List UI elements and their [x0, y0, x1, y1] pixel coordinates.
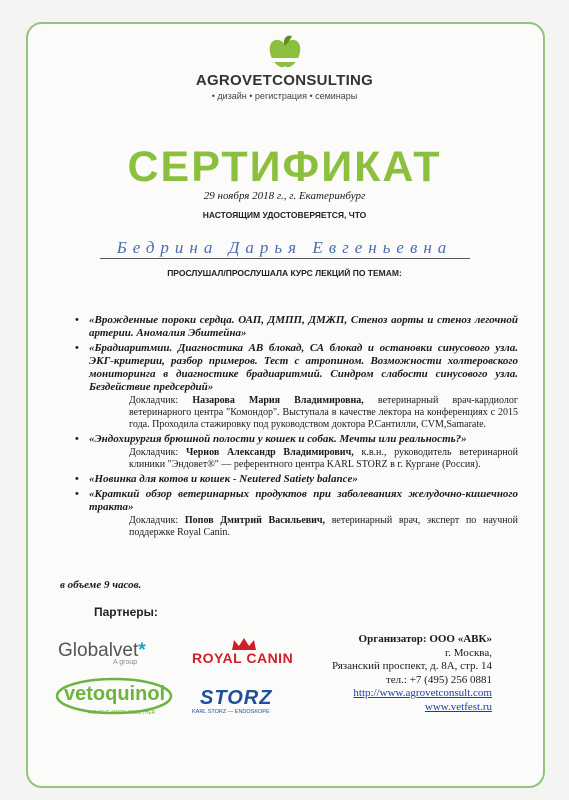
lecture-topic: «Краткий обзор ветеринарных продуктов при заболеваниях желудочно-кишечного тракта»: [89, 488, 518, 513]
speaker-name: Попов Дмитрий Васильевич,: [184, 515, 326, 526]
lecture-topic: «Брадиаритмии. Диагностика АВ блокад, СА блокад и остановки синусового узла. ЭКГ-критерии, разбор примеров. Тест с атропином. Возможности холтеровского мониторинга в диагностике брадиаритмий. Синдром слабости синусового узла. Бездействие предсердий»: [89, 342, 518, 393]
hours-volume: в объеме 9 часов.: [60, 579, 142, 591]
royal-canin-logo: ROYAL CANIN: [192, 650, 294, 666]
organizer-city: г. Москва,: [445, 646, 492, 659]
organizer-title: Организатор: ООО «АВК»: [358, 633, 492, 645]
speaker-name: Назарова Мария Владимировна,: [192, 395, 364, 406]
speaker-name: Чернов Александр Владимирович,: [185, 447, 354, 458]
vetoquinol-slogan: ACHIEVE MORE TOGETHER: [88, 710, 156, 716]
organizer-site-link[interactable]: http://www.agrovetconsult.com: [353, 687, 492, 699]
agrovet-apple-logo: [258, 34, 312, 74]
listened-text: ПРОСЛУШАЛ/ПРОСЛУШАЛА КУРС ЛЕКЦИЙ ПО ТЕМАМ:: [167, 268, 402, 278]
certify-text: НАСТОЯЩИМ УДОСТОВЕРЯЕТСЯ, ЧТО: [202, 210, 367, 220]
speaker-label: Докладчик:: [129, 515, 179, 526]
globalvet-subtitle: A group: [113, 659, 138, 666]
vetfest-site-link[interactable]: www.vetfest.ru: [424, 700, 492, 713]
organizer-block: [300, 633, 492, 714]
lecture-item: [66, 342, 518, 431]
partners-label: Партнеры:: [94, 605, 158, 619]
storz-logo: STORZ: [200, 687, 273, 709]
name-underline: [100, 258, 470, 259]
lecture-topic: «Эндохирургия брюшной полости у кошек и собак. Мечты или реальность?»: [89, 433, 467, 445]
recipient-name: Бедрина Дарья Евгеньевна: [116, 238, 453, 257]
speaker-info: [129, 515, 518, 539]
speaker-details: ветеринарный врач, эксперт по научной поддержке Royal Canin.: [129, 515, 518, 538]
certificate-title: СЕРТИФИКАТ: [127, 143, 442, 191]
lecture-item: [66, 488, 518, 539]
brand-name: AGROVETCONSULTING: [195, 72, 374, 89]
speaker-details: к.в.н., руководитель ветеринарной клиники "Эндовет®" — референтного центра KARL STORZ в г. Кургане (Россия).: [129, 447, 519, 470]
lecture-item: [66, 473, 518, 486]
storz-subtitle: KARL STORZ — ENDOSKOPE: [192, 709, 270, 715]
speaker-details: ветеринарный врач-кардиолог ветеринарного центра "Комондор". Выступала в качестве лектора на конференциях с 2015 года. Проходила стажировку под руководством доктора Р.Сантилли, CVM,Samarate.: [129, 395, 518, 430]
speaker-info: [129, 395, 518, 431]
speaker-label: Докладчик:: [129, 395, 179, 406]
lecture-item: [66, 433, 518, 471]
organizer-address: Рязанский проспект, д. 8А, стр. 14: [332, 660, 492, 672]
lecture-topic: «Новинка для котов и кошек - Neutered Satiety balance»: [89, 473, 358, 485]
brand-tagline: • дизайн • регистрация • семинары: [211, 91, 358, 101]
speaker-label: Докладчик:: [129, 447, 179, 458]
globalvet-wordmark: Globalvet: [58, 640, 139, 661]
date-place: 29 ноября 2018 г., г. Екатеринбург: [203, 190, 366, 202]
lecture-item: [66, 314, 518, 340]
vetoquinol-logo: vetoquinol: [64, 683, 166, 705]
globalvet-logo: [58, 640, 178, 666]
organizer-phone: тел.: +7 (495) 256 0881: [385, 673, 492, 686]
globalvet-star-icon: *: [138, 640, 146, 661]
speaker-info: [129, 447, 518, 471]
lecture-topic: «Врожденные пороки сердца. ОАП, ДМПП, ДМЖП, Стеноз аорты и стеноз легочной артерии. Аномалия Эбштейна»: [89, 314, 518, 339]
lecture-list: [66, 314, 518, 541]
